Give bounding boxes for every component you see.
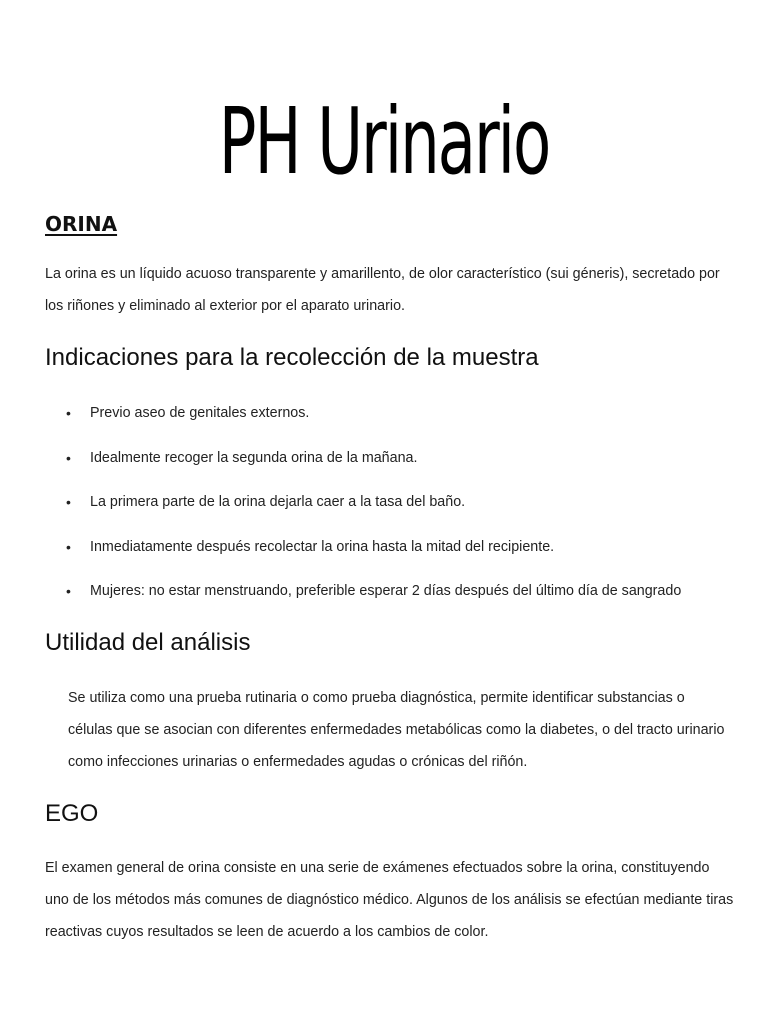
- list-item-text: Idealmente recoger la segunda orina de la mañana.: [90, 449, 418, 466]
- paragraph-orina: La orina es un líquido acuoso transparente y amarillento, de olor característico (sui géneris), secretado por los riñones y eliminado al exterior por el aparato urinario.: [45, 266, 720, 314]
- list-item: [45, 531, 735, 576]
- list-item: [45, 575, 735, 620]
- section-heading-utilidad: Utilidad del análisis: [45, 629, 251, 656]
- section-heading-ego: EGO: [45, 800, 99, 827]
- document-title: PH Urinario: [218, 88, 550, 195]
- paragraph-utilidad: Se utiliza como una prueba rutinaria o como prueba diagnóstica, permite identificar substancias o células que se asocian con diferentes enfermedades metabólicas como la diabetes, o del tracto urinario como infecciones urinarias o enfermedades agudas o crónicas del riñón.: [68, 690, 725, 770]
- bullet-icon: •: [66, 538, 71, 555]
- list-item: [45, 486, 735, 531]
- list-item-text: Inmediatamente después recolectar la orina hasta la mitad del recipiente.: [90, 538, 555, 555]
- section-heading-indicaciones: Indicaciones para la recolección de la muestra: [45, 344, 539, 371]
- bullet-icon: •: [66, 494, 71, 510]
- list-item-text: Previo aseo de genitales externos.: [90, 405, 310, 421]
- indicaciones-list: [45, 397, 735, 620]
- bullet-icon: •: [66, 449, 71, 466]
- list-item: [45, 397, 735, 442]
- paragraph-ego: El examen general de orina consiste en una serie de exámenes efectuados sobre la orina, constituyendo uno de los métodos más comunes de diagnóstico médico. Algunos de los análisis se efectúan mediante tiras reactivas cuyos resultados se leen de acuerdo a los cambios de color.: [45, 860, 734, 940]
- bullet-icon: •: [66, 405, 71, 421]
- section-heading-orina: ORINA: [45, 212, 118, 236]
- list-item-text: La primera parte de la orina dejarla caer a la tasa del baño.: [90, 494, 466, 510]
- list-item-text: Mujeres: no estar menstruando, preferible esperar 2 días después del último día de sangrado: [90, 583, 682, 599]
- bullet-icon: •: [66, 583, 71, 599]
- list-item: [45, 442, 735, 487]
